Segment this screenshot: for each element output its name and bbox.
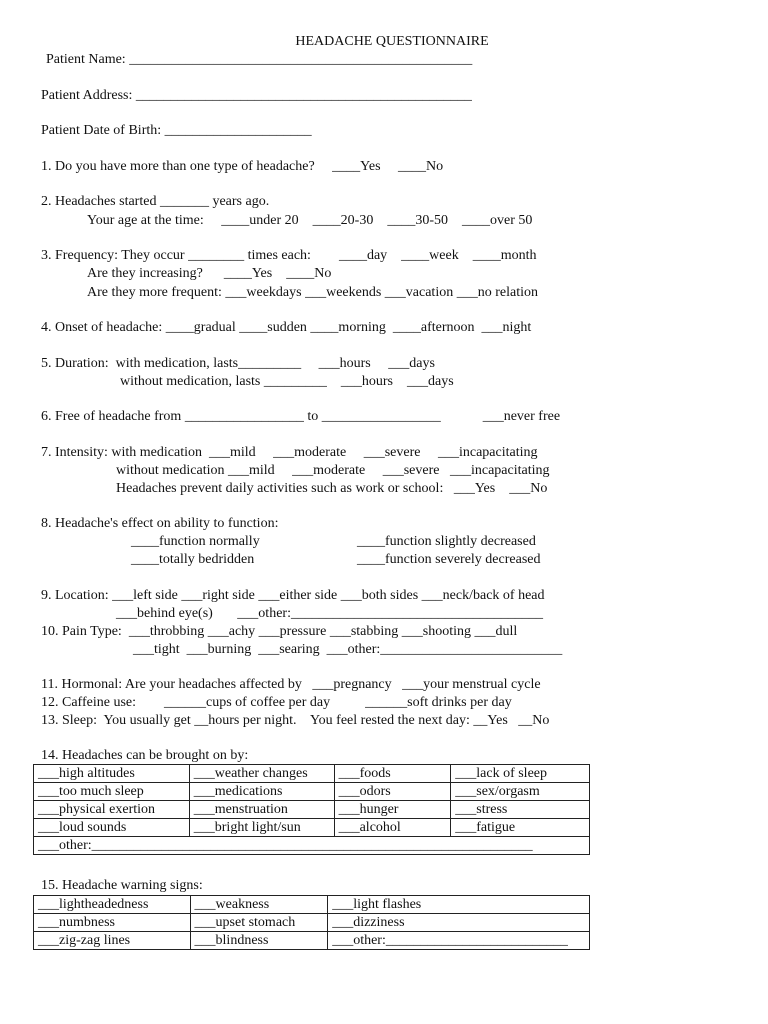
trigger-option[interactable]: ___stress xyxy=(451,801,590,819)
patient-address-field[interactable]: Patient Address: ________________________________________________ xyxy=(41,88,472,103)
question-8-option-severely[interactable]: ____function severely decreased xyxy=(357,552,541,567)
patient-name-field[interactable]: Patient Name: _________________________________________________ xyxy=(46,52,473,67)
warning-row xyxy=(34,914,590,932)
question-9-line-2[interactable]: ___behind eye(s) ___other:____________________________________ xyxy=(116,606,543,621)
trigger-option[interactable]: ___lack of sleep xyxy=(451,765,590,783)
trigger-option[interactable]: ___medications xyxy=(189,783,334,801)
trigger-option[interactable]: ___sex/orgasm xyxy=(451,783,590,801)
triggers-row-other xyxy=(34,837,590,855)
question-7-line-1[interactable]: 7. Intensity: with medication ___mild ___moderate ___severe ___incapacitating xyxy=(41,445,538,460)
question-8-line-1: 8. Headache's effect on ability to function: xyxy=(41,516,279,531)
warning-sign-option[interactable]: ___numbness xyxy=(34,914,191,932)
warning-sign-option[interactable]: ___light flashes xyxy=(328,896,590,914)
trigger-option[interactable]: ___too much sleep xyxy=(34,783,190,801)
trigger-option[interactable]: ___alcohol xyxy=(334,819,451,837)
trigger-option[interactable]: ___loud sounds xyxy=(34,819,190,837)
triggers-row xyxy=(34,765,590,783)
question-14-heading: 14. Headaches can be brought on by: xyxy=(41,748,249,763)
triggers-row xyxy=(34,819,590,837)
triggers-row xyxy=(34,783,590,801)
trigger-option[interactable]: ___high altitudes xyxy=(34,765,190,783)
question-3-line-1[interactable]: 3. Frequency: They occur ________ times each: ____day ____week ____month xyxy=(41,248,537,263)
warning-sign-option[interactable]: ___lightheadedness xyxy=(34,896,191,914)
question-15-heading: 15. Headache warning signs: xyxy=(41,878,203,893)
trigger-option[interactable]: ___physical exertion xyxy=(34,801,190,819)
trigger-option[interactable]: ___hunger xyxy=(334,801,451,819)
question-2-line-1[interactable]: 2. Headaches started _______ years ago. xyxy=(41,194,270,209)
trigger-option[interactable]: ___odors xyxy=(334,783,451,801)
question-5-line-2[interactable]: without medication, lasts _________ ___hours ___days xyxy=(120,374,454,389)
warning-sign-option[interactable]: ___other:__________________________ xyxy=(328,932,590,950)
question-6[interactable]: 6. Free of headache from _________________ to _________________ ___never free xyxy=(41,409,561,424)
question-4[interactable]: 4. Onset of headache: ____gradual ____sudden ____morning ____afternoon ___night xyxy=(41,320,532,335)
warning-sign-option[interactable]: ___weakness xyxy=(190,896,328,914)
question-10-line-2[interactable]: ___tight ___burning ___searing ___other:__________________________ xyxy=(133,642,563,657)
trigger-option[interactable]: ___fatigue xyxy=(451,819,590,837)
trigger-option[interactable]: ___bright light/sun xyxy=(189,819,334,837)
warning-row xyxy=(34,932,590,950)
question-8-option-slightly[interactable]: ____function slightly decreased xyxy=(357,534,536,549)
warning-row xyxy=(34,896,590,914)
question-2-line-2[interactable]: Your age at the time: ____under 20 ____20-30 ____30-50 ____over 50 xyxy=(87,213,533,228)
question-5-line-1[interactable]: 5. Duration: with medication, lasts_________ ___hours ___days xyxy=(41,356,435,371)
trigger-option[interactable]: ___weather changes xyxy=(189,765,334,783)
question-10-line-1[interactable]: 10. Pain Type: ___throbbing ___achy ___pressure ___stabbing ___shooting ___dull xyxy=(41,624,518,639)
triggers-table xyxy=(33,764,590,855)
question-7-line-3[interactable]: Headaches prevent daily activities such as work or school: ___Yes ___No xyxy=(116,481,548,496)
question-1[interactable]: 1. Do you have more than one type of headache? ____Yes ____No xyxy=(41,159,444,174)
trigger-other-field[interactable]: ___other:_______________________________________________________________ xyxy=(34,837,590,855)
warning-signs-table xyxy=(33,895,590,950)
page-title: HEADACHE QUESTIONNAIRE xyxy=(295,34,489,49)
question-13[interactable]: 13. Sleep: You usually get __hours per night. You feel rested the next day: __Yes __No xyxy=(41,713,550,728)
question-3-line-3[interactable]: Are they more frequent: ___weekdays ___weekends ___vacation ___no relation xyxy=(87,285,538,300)
triggers-row xyxy=(34,801,590,819)
question-3-line-2[interactable]: Are they increasing? ____Yes ____No xyxy=(87,266,332,281)
question-9-line-1[interactable]: 9. Location: ___left side ___right side ___either side ___both sides ___neck/back of head xyxy=(41,588,545,603)
warning-sign-option[interactable]: ___dizziness xyxy=(328,914,590,932)
question-7-line-2[interactable]: without medication ___mild ___moderate ___severe ___incapacitating xyxy=(116,463,550,478)
question-8-option-bedridden[interactable]: ____totally bedridden xyxy=(131,552,255,567)
question-12[interactable]: 12. Caffeine use: ______cups of coffee per day ______soft drinks per day xyxy=(41,695,512,710)
warning-sign-option[interactable]: ___zig-zag lines xyxy=(34,932,191,950)
warning-sign-option[interactable]: ___blindness xyxy=(190,932,328,950)
warning-sign-option[interactable]: ___upset stomach xyxy=(190,914,328,932)
trigger-option[interactable]: ___menstruation xyxy=(189,801,334,819)
question-8-option-normal[interactable]: ____function normally xyxy=(131,534,260,549)
question-11[interactable]: 11. Hormonal: Are your headaches affected by ___pregnancy ___your menstrual cycle xyxy=(41,677,541,692)
patient-dob-field[interactable]: Patient Date of Birth: _____________________ xyxy=(41,123,312,138)
trigger-option[interactable]: ___foods xyxy=(334,765,451,783)
